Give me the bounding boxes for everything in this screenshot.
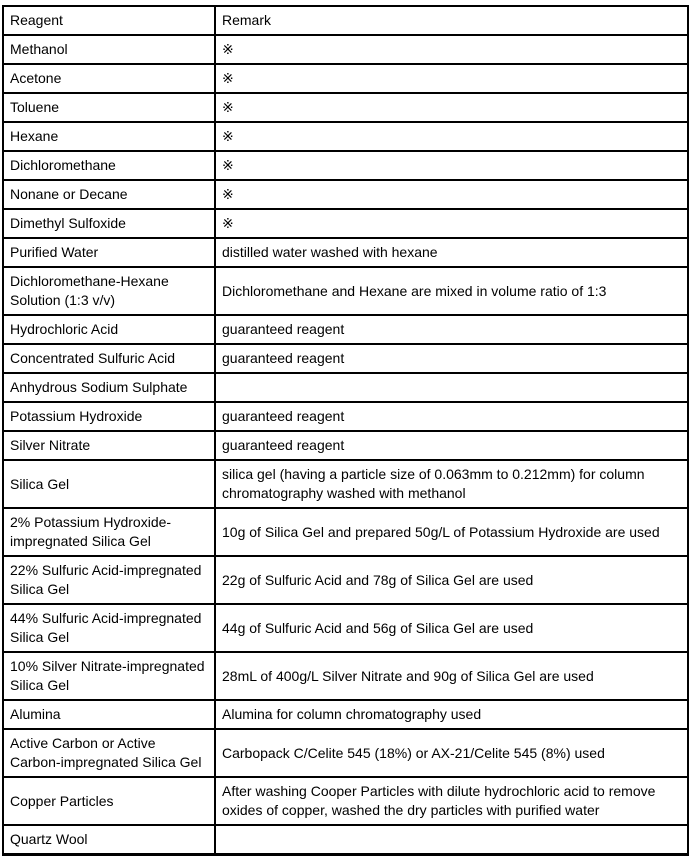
reagent-cell: Methanol — [3, 35, 215, 64]
table-row — [3, 209, 688, 238]
remark-cell: distilled water washed with hexane — [215, 238, 688, 267]
table-row — [3, 180, 688, 209]
table-row — [3, 64, 688, 93]
reagent-cell: 44% Sulfuric Acid-impregnated Silica Gel — [3, 604, 215, 652]
remark-cell: 28mL of 400g/L Silver Nitrate and 90g of Silica Gel are used — [215, 652, 688, 700]
reagent-cell: Nonane or Decane — [3, 180, 215, 209]
reagent-cell: Potassium Hydroxide — [3, 402, 215, 431]
remark-cell: After washing Cooper Particles with dilute hydrochloric acid to remove oxides of copper, washed the dry particles with purified water — [215, 777, 688, 825]
reagent-cell: Dimethyl Sulfoxide — [3, 209, 215, 238]
table-body — [3, 35, 688, 855]
remark-cell: ※ — [215, 35, 688, 64]
remark-cell: guaranteed reagent — [215, 431, 688, 460]
reagent-cell: 10% Silver Nitrate-impregnated Silica Gel — [3, 652, 215, 700]
reagent-cell: 2% Potassium Hydroxide-impregnated Silica Gel — [3, 508, 215, 556]
remark-cell: ※ — [215, 151, 688, 180]
remark-cell — [215, 373, 688, 402]
reagent-cell: Concentrated Sulfuric Acid — [3, 344, 215, 373]
remark-cell: 10g of Silica Gel and prepared 50g/L of Potassium Hydroxide are used — [215, 508, 688, 556]
remark-cell: Carbopack C/Celite 545 (18%) or AX-21/Celite 545 (8%) used — [215, 729, 688, 777]
remark-cell: ※ — [215, 64, 688, 93]
reagent-cell: Acetone — [3, 64, 215, 93]
remark-cell: ※ — [215, 122, 688, 151]
remark-cell: ※ — [215, 209, 688, 238]
table-header-row — [3, 6, 688, 35]
remark-cell: silica gel (having a particle size of 0.063mm to 0.212mm) for column chromatography washed with methanol — [215, 460, 688, 508]
table-row — [3, 700, 688, 729]
reagent-cell: Hydrochloric Acid — [3, 315, 215, 344]
table-row — [3, 315, 688, 344]
remark-cell: guaranteed reagent — [215, 315, 688, 344]
table-row — [3, 729, 688, 777]
remark-cell: ※ — [215, 93, 688, 122]
reagent-cell: Toluene — [3, 93, 215, 122]
remark-cell — [215, 825, 688, 855]
table-row — [3, 431, 688, 460]
table-row — [3, 267, 688, 315]
remark-cell: Dichloromethane and Hexane are mixed in volume ratio of 1:3 — [215, 267, 688, 315]
remark-cell: 22g of Sulfuric Acid and 78g of Silica Gel are used — [215, 556, 688, 604]
remark-cell: ※ — [215, 180, 688, 209]
table-row — [3, 35, 688, 64]
reagent-cell: Hexane — [3, 122, 215, 151]
reagent-cell: Silver Nitrate — [3, 431, 215, 460]
table-row — [3, 122, 688, 151]
reagent-cell: Silica Gel — [3, 460, 215, 508]
table-row — [3, 238, 688, 267]
table-row — [3, 604, 688, 652]
reagent-cell: Quartz Wool — [3, 825, 215, 855]
reagent-cell: Alumina — [3, 700, 215, 729]
reagent-cell: Dichloromethane — [3, 151, 215, 180]
column-header-remark: Remark — [215, 6, 688, 35]
table-row — [3, 151, 688, 180]
remark-cell: 44g of Sulfuric Acid and 56g of Silica Gel are used — [215, 604, 688, 652]
reagent-table — [2, 5, 689, 856]
column-header-reagent: Reagent — [3, 6, 215, 35]
table-row — [3, 373, 688, 402]
reagent-cell: Copper Particles — [3, 777, 215, 825]
table-row — [3, 93, 688, 122]
table-row — [3, 556, 688, 604]
table-row — [3, 825, 688, 855]
table-row — [3, 777, 688, 825]
remark-cell: guaranteed reagent — [215, 344, 688, 373]
table-row — [3, 344, 688, 373]
reagent-cell: 22% Sulfuric Acid-impregnated Silica Gel — [3, 556, 215, 604]
reagent-cell: Anhydrous Sodium Sulphate — [3, 373, 215, 402]
table-row — [3, 402, 688, 431]
table-row — [3, 460, 688, 508]
table-row — [3, 652, 688, 700]
remark-cell: guaranteed reagent — [215, 402, 688, 431]
reagent-cell: Active Carbon or Active Carbon-impregnated Silica Gel — [3, 729, 215, 777]
remark-cell: Alumina for column chromatography used — [215, 700, 688, 729]
table-row — [3, 508, 688, 556]
reagent-cell: Dichloromethane-Hexane Solution (1:3 v/v) — [3, 267, 215, 315]
reagent-cell: Purified Water — [3, 238, 215, 267]
